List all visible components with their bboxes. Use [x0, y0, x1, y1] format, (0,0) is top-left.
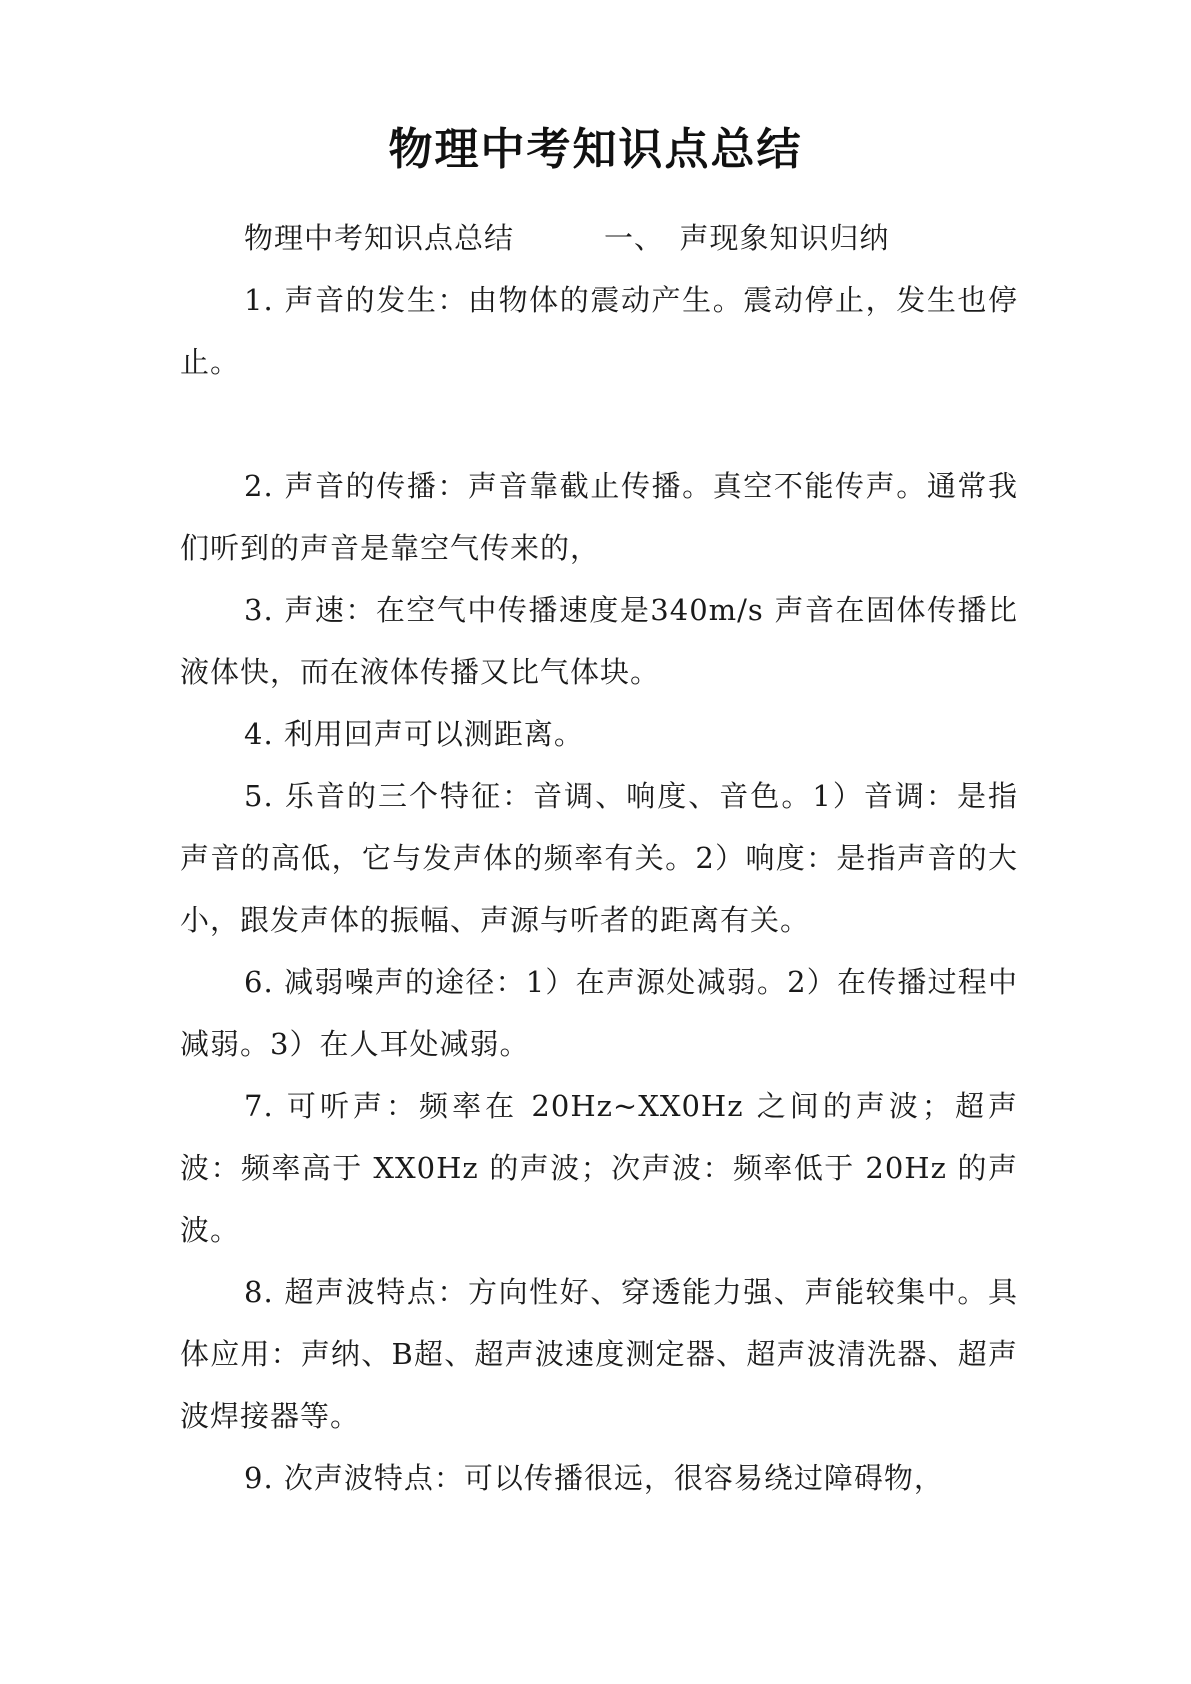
- paragraph-2: 2. 声音的传播：声音靠截止传播。真空不能传声。通常我们听到的声音是靠空气传来的，: [180, 469, 1018, 565]
- paragraph-4: 4. 利用回声可以测距离。: [244, 717, 584, 751]
- intro-line: 物理中考知识点总结 一、 声现象知识归纳: [244, 221, 890, 255]
- paragraph-8: 8. 超声波特点：方向性好、穿透能力强、声能较集中。具体应用：声纳、B超、超声波速度测定器、超声波清洗器、超声波焊接器等。: [180, 1275, 1018, 1433]
- paragraph-7: 7. 可听声：频率在 20Hz~XX0Hz 之间的声波；超声波：频率高于 XX0Hz 的声波；次声波：频率低于 20Hz 的声波。: [180, 1089, 1018, 1247]
- paragraph-6: 6. 减弱噪声的途径：1）在声源处减弱。2）在传播过程中减弱。3）在人耳处减弱。: [180, 965, 1018, 1061]
- paragraph-9: 9. 次声波特点：可以传播很远，很容易绕过障碍物，: [244, 1461, 944, 1495]
- blank-line: [180, 393, 1018, 455]
- document-body: [180, 207, 1018, 1509]
- paragraph-5: 5. 乐音的三个特征：音调、响度、音色。1）音调：是指声音的高低，它与发声体的频率有关。2）响度：是指声音的大小，跟发声体的振幅、声源与听者的距离有关。: [180, 779, 1018, 937]
- paragraph-1: 1. 声音的发生：由物体的震动产生。震动停止，发生也停止。: [180, 283, 1018, 379]
- document-title: 物理中考知识点总结: [388, 124, 803, 175]
- paragraph-3: 3. 声速：在空气中传播速度是340m/s 声音在固体传播比液体快，而在液体传播又比气体块。: [180, 593, 1018, 689]
